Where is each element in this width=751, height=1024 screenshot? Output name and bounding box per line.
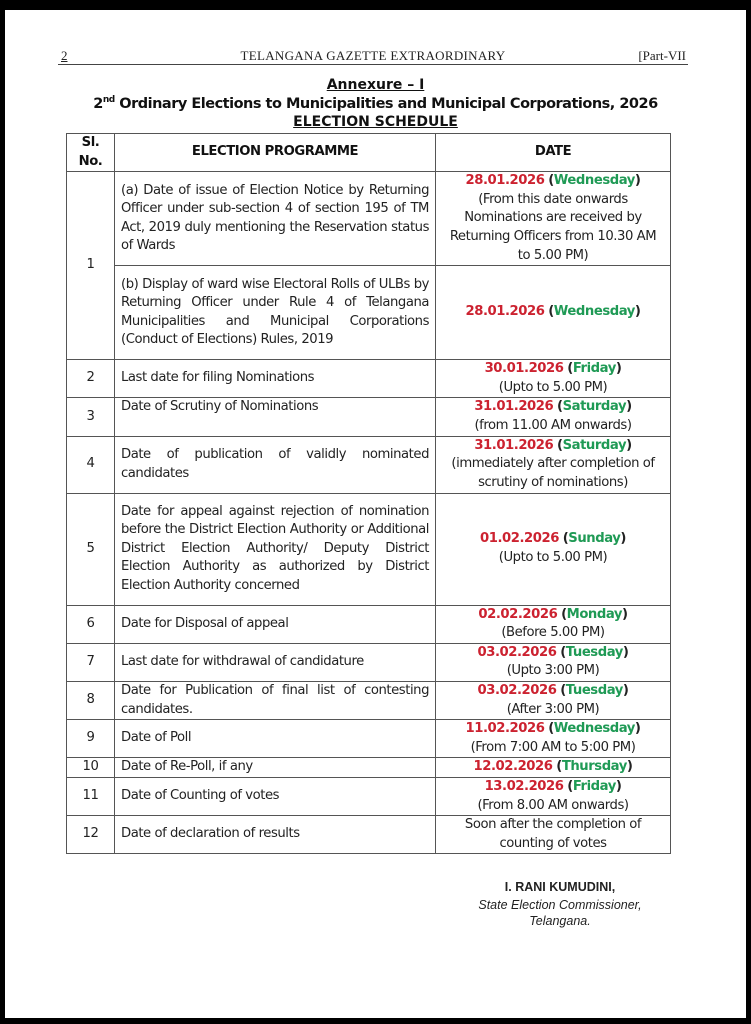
page-number: 2 <box>61 48 68 63</box>
weekday-value: Saturday <box>562 437 627 453</box>
row-programme: Date for appeal against rejection of nomination before the District Election Authority or Additional District Election Authority/ Deputy District Election Authority as authorized by District Election Authority concerned <box>115 493 436 605</box>
weekday-value: Tuesday <box>565 644 623 660</box>
row-sl: 4 <box>67 436 115 493</box>
table-row <box>67 493 671 605</box>
table-row <box>67 605 671 643</box>
date-value: 28.01.2026 <box>465 173 545 189</box>
row-date-cell: 13.02.2026 (Friday) (From 8.00 AM onwards) <box>436 777 671 815</box>
weekday-value: Wednesday <box>553 721 635 737</box>
table-row <box>67 777 671 815</box>
date-value: 12.02.2026 <box>473 759 553 775</box>
row-sl: 9 <box>67 720 115 758</box>
row-date-cell: 31.01.2026 (Saturday) (from 11.00 AM onwards) <box>436 398 671 436</box>
table-row <box>67 398 671 436</box>
table-row <box>67 643 671 681</box>
row-programme: (b) Display of ward wise Electoral Rolls of ULBs by Returning Officer under Rule 4 of Telangana Municipalities and Municipal Corporations (Conduct of Elections) Rules, 2019 <box>115 266 436 360</box>
signatory-name: I. RANI KUMUDINI, <box>504 880 616 894</box>
date-value: 02.02.2026 <box>478 606 558 622</box>
weekday-value: Thursday <box>561 759 627 775</box>
row-date-cell: 12.02.2026 (Thursday) <box>436 758 671 778</box>
row-programme: Date of Re-Poll, if any <box>115 758 436 778</box>
header-programme: ELECTION PROGRAMME <box>115 134 436 172</box>
document-heading: 2nd Ordinary Elections to Municipalities and Municipal Corporations, 2026 <box>93 95 658 112</box>
date-note: (Before 5.00 PM) <box>501 625 605 641</box>
row-programme: Date of Scrutiny of Nominations <box>115 398 436 436</box>
row-sl: 2 <box>67 360 115 398</box>
date-value: 03.02.2026 <box>477 644 557 660</box>
row-programme: Last date for filing Nominations <box>115 360 436 398</box>
row-date-cell: 01.02.2026 (Sunday) (Upto to 5.00 PM) <box>436 493 671 605</box>
weekday-value: Sunday <box>568 531 621 547</box>
date-note: (immediately after completion of scrutiny of nominations) <box>451 456 655 490</box>
row-programme: Date of declaration of results <box>115 816 436 854</box>
row-programme: Date for Disposal of appeal <box>115 605 436 643</box>
row-date-cell: 11.02.2026 (Wednesday) (From 7:00 AM to 5:00 PM) <box>436 720 671 758</box>
date-value: 11.02.2026 <box>465 721 545 737</box>
date-value: 28.01.2026 <box>465 304 545 320</box>
row-sl: 10 <box>67 758 115 778</box>
row-date-cell: 30.01.2026 (Friday) (Upto to 5.00 PM) <box>436 360 671 398</box>
table-row <box>67 816 671 854</box>
row-date-cell: 31.01.2026 (Saturday) (immediately after completion of scrutiny of nominations) <box>436 436 671 493</box>
weekday-value: Monday <box>566 606 623 622</box>
table-row <box>67 360 671 398</box>
row-programme: Last date for withdrawal of candidature <box>115 643 436 681</box>
row-programme: Date of publication of validly nominated candidates <box>115 436 436 493</box>
signatory-place: Telangana. <box>529 914 591 928</box>
date-note: (After 3:00 PM) <box>506 701 600 717</box>
annexure-title: Annexure – I <box>326 77 425 93</box>
table-row <box>67 436 671 493</box>
weekday-value: Wednesday <box>553 173 635 189</box>
row-date-cell: 28.01.2026 (Wednesday) (From this date onwards Nominations are received by Returning Officers from 10.30 AM to 5.00 PM) <box>436 172 671 266</box>
date-value: 31.01.2026 <box>474 437 554 453</box>
schedule-title: ELECTION SCHEDULE <box>293 114 458 130</box>
row-sl: 12 <box>67 816 115 854</box>
table-header-row <box>67 134 671 172</box>
date-note: (From this date onwards Nominations are received by Returning Officers from 10.30 AM to 5.00 PM) <box>449 191 657 263</box>
row-date-cell <box>436 816 671 854</box>
table-row <box>67 681 671 719</box>
row-sl: 8 <box>67 681 115 719</box>
weekday-value: Wednesday <box>553 304 635 320</box>
date-note: (From 8.00 AM onwards) <box>477 797 629 813</box>
election-schedule-table <box>66 133 671 854</box>
row-programme: (a) Date of issue of Election Notice by Returning Officer under sub-section 4 of section 195 of TM Act, 2019 duly mentioning the Reservation status of Wards <box>115 172 436 266</box>
row-sl: 6 <box>67 605 115 643</box>
row-programme: Date of Poll <box>115 720 436 758</box>
gazette-title: TELANGANA GAZETTE EXTRAORDINARY <box>240 48 506 63</box>
date-note: (Upto 3:00 PM) <box>506 663 600 679</box>
date-note: (Upto to 5.00 PM) <box>498 550 608 566</box>
gazette-running-header <box>58 48 688 65</box>
row-sl: 5 <box>67 493 115 605</box>
date-value: 30.01.2026 <box>484 361 564 377</box>
header-date: DATE <box>436 134 671 172</box>
header-sl-no: Sl. No. <box>67 134 115 172</box>
date-value: 13.02.2026 <box>484 778 564 794</box>
row-date-cell: 28.01.2026 (Wednesday) <box>436 266 671 360</box>
gazette-page <box>5 10 746 1018</box>
weekday-value: Friday <box>572 361 616 377</box>
date-value: 31.01.2026 <box>474 399 554 415</box>
table-row <box>67 172 671 266</box>
table-row <box>67 720 671 758</box>
table-row <box>67 758 671 778</box>
date-value: 03.02.2026 <box>477 682 557 698</box>
row-programme: Date for Publication of final list of contesting candidates. <box>115 681 436 719</box>
signatory-designation: State Election Commissioner, <box>478 898 642 912</box>
weekday-value: Saturday <box>562 399 627 415</box>
date-note: (Upto to 5.00 PM) <box>498 379 608 395</box>
date-value: 01.02.2026 <box>480 531 559 547</box>
date-note: (from 11.00 AM onwards) <box>474 417 632 433</box>
weekday-value: Tuesday <box>565 682 623 698</box>
row-sl: 11 <box>67 777 115 815</box>
row-date-cell: 03.02.2026 (Tuesday) (After 3:00 PM) <box>436 681 671 719</box>
row-date-cell: 02.02.2026 (Monday) (Before 5.00 PM) <box>436 605 671 643</box>
row-sl: 7 <box>67 643 115 681</box>
date-note: (From 7:00 AM to 5:00 PM) <box>470 739 636 755</box>
row-sl: 3 <box>67 398 115 436</box>
row-date-cell: 03.02.2026 (Tuesday) (Upto 3:00 PM) <box>436 643 671 681</box>
table-row <box>67 266 671 360</box>
row-programme: Date of Counting of votes <box>115 777 436 815</box>
date-note: Soon after the completion of counting of votes <box>464 817 642 851</box>
row-sl: 1 <box>67 172 115 360</box>
gazette-part: [Part-VII <box>638 48 686 63</box>
weekday-value: Friday <box>572 778 616 794</box>
